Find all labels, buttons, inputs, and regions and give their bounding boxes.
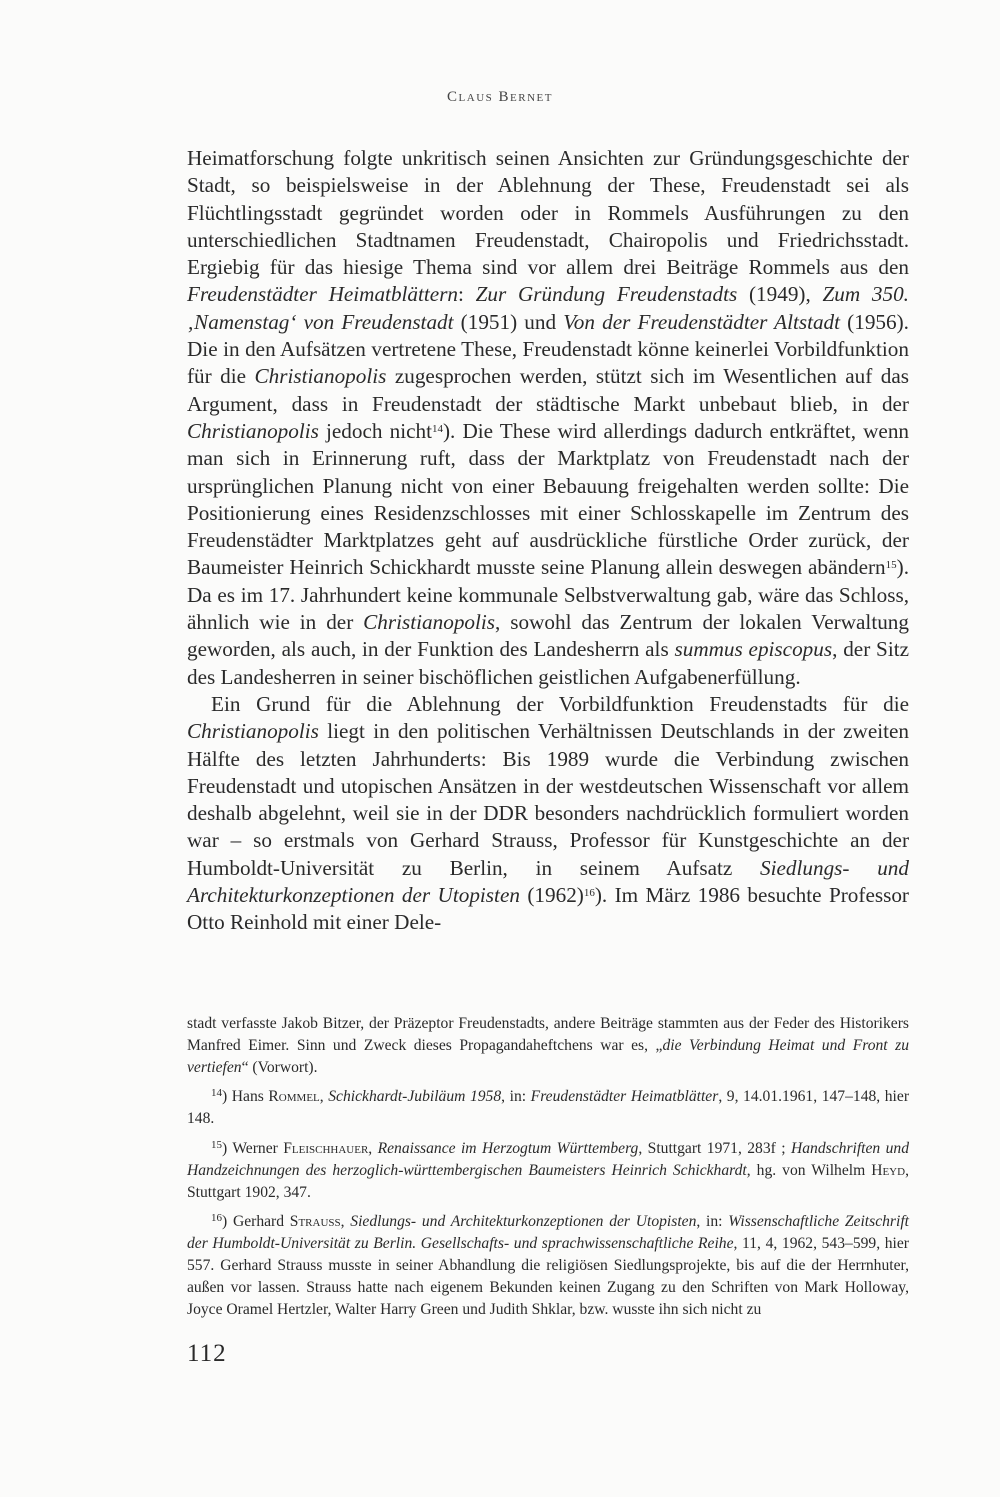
footnote-14 — [187, 1083, 909, 1130]
page-number: 112 — [187, 1340, 227, 1367]
text-run: , hg. von Wilhelm — [746, 1161, 872, 1179]
text-run: (1949), — [737, 282, 823, 307]
italic-title: Handschriften und Handzeichnungen des herzoglich-württembergischen Baumeisters Heinrich Schickhardt — [187, 1139, 910, 1179]
italic-title: Wissenschaftliche Zeitschrift der Humboldt-Universität zu Berlin. Gesellschafts- und sprachwissenschaftliche Reihe — [187, 1213, 909, 1253]
text-run: , — [340, 1213, 351, 1231]
text-run: , — [319, 1088, 329, 1106]
text-run: ) Gerhard — [222, 1213, 290, 1231]
text-run: zugesprochen werden, stützt sich im Wesentlichen auf das Argument, dass in Freudenstadt der städtische Markt unbebaut blieb, in der — [187, 364, 910, 416]
text-run: ). Im März 1986 besuchte Professor Otto Reinhold mit einer Dele- — [187, 883, 909, 935]
text-run: ) Werner — [222, 1139, 284, 1157]
text-run: “ (Vorwort). — [241, 1058, 318, 1076]
running-head: Claus Bernet — [447, 89, 553, 105]
footnote-number: 15 — [211, 1138, 222, 1151]
italic-term: Christianopolis — [187, 719, 319, 744]
footnote-ref: 14 — [431, 422, 443, 435]
italic-quote: die Verbindung Heimat und Front zu vertiefen — [187, 1036, 910, 1076]
text-run: , in: — [501, 1088, 531, 1106]
italic-title: Zur Gründung Freudenstadts — [475, 282, 738, 307]
footnote-number: 14 — [211, 1087, 222, 1100]
author-name: Fleischhauer — [283, 1139, 369, 1157]
text-run: : — [458, 282, 476, 307]
text-run: jedoch nicht — [318, 418, 432, 443]
text-run: , — [368, 1139, 378, 1157]
italic-term: Christianopolis — [363, 610, 496, 635]
text-run: Heimatforschung folgte unkritisch seinen Ansichten zur Gründungsgeschichte der Stadt, so beispielsweise in der Ablehnung der These, Freudenstadt sei als Flüchtlingsstadt gegründet worden oder in Rommels Ausführungen zu den unterschiedlichen Stadtnamen Freudenstadt, Chairopolis und Friedrichsstadt. Ergiebig für das hiesige Thema sind vor allem drei Beiträge Rommels aus den — [187, 146, 909, 280]
italic-title: Zum 350. ‚Namenstag‘ von Freudenstadt — [187, 282, 909, 334]
text-run: (1962) — [519, 883, 584, 908]
italic-title: Freudenstädter Heimatblättern — [187, 282, 459, 307]
italic-title: Von der Freudenstädter Altstadt — [563, 309, 841, 334]
text-run: , der Sitz des Landesherren in seiner bischöflichen geistlichen Aufgabenerfüllung. — [187, 637, 910, 689]
italic-term: Christianopolis — [254, 364, 387, 389]
footnote-ref: 15 — [885, 559, 897, 572]
text-run: , Stuttgart 1902, 347. — [187, 1161, 909, 1201]
italic-title: Freudenstädter Heimatblätter — [530, 1088, 719, 1106]
author-name: Rommel — [268, 1088, 320, 1106]
footnote-continuation — [187, 1013, 909, 1078]
italic-title: Siedlungs- und Architekturkonzeptionen der Utopisten — [350, 1213, 697, 1231]
text-run: , 11, 4, 1962, 543–599, hier 557. Gerhard Strauss musste in seiner Abhandlung die religiösen Siedlungsprojekte, bis auf die der Herrnhuter, außen vor lassen. Strauss hatte nach eigenem Bekunden keinen Zugang zu den Schriften von Mark Holloway, Joyce Oramel Hertzler, Walter Harry Green und Judith Shklar, bzw. wusste ihn sich nicht zu — [187, 1235, 909, 1318]
italic-title: Schickhardt-Jubiläum 1958 — [328, 1088, 502, 1106]
text-run: , in: — [696, 1213, 729, 1231]
text-run: (1951) und — [453, 309, 564, 334]
text-run: , sowohl das Zentrum der lokalen Verwaltung geworden, als auch, in der Funktion des Landesherrn als — [187, 610, 909, 662]
text-run: , 9, 14.01.1961, 147–148, hier 148. — [187, 1088, 910, 1128]
main-text — [187, 145, 909, 937]
text-run: ) Hans — [222, 1088, 269, 1106]
footnote-16 — [187, 1208, 909, 1320]
footnotes — [187, 1013, 909, 1325]
text-run: Ein Grund für die Ablehnung der Vorbildfunktion Freudenstadts für die — [211, 691, 909, 716]
text-run: ). Die These wird allerdings dadurch entkräftet, wenn man sich in Erinnerung ruft, dass der Marktplatz von Freudenstadt nach der ursprünglichen Planung nicht von einer Bebauung freigehalten werden sollte: Die Positionierung eines Residenzschlosses mit einer Schlosskapelle im Zentrum des Freudenstädter Marktplatzes geht auf ausdrückliche fürstliche Order zurück, der Baumeister Heinrich Schickhardt musste seine Planung allein deswegen abändern — [187, 418, 910, 580]
footnote-ref: 16 — [583, 887, 595, 900]
footnote-number: 16 — [211, 1212, 222, 1225]
italic-title: Siedlungs- und Architekturkonzeptionen der Utopisten — [187, 855, 909, 908]
author-name: Heyd — [871, 1161, 906, 1179]
paragraph-1 — [187, 145, 909, 691]
paragraph-2 — [187, 691, 909, 937]
italic-title: Renaissance im Herzogtum Württemberg — [377, 1139, 639, 1157]
text-run: , Stuttgart 1971, 283f ; — [638, 1139, 791, 1157]
italic-term: Christianopolis — [187, 418, 319, 443]
text-run: (1956). Die in den Aufsätzen vertretene These, Freudenstadt könne keinerlei Vorbildfunktion für die — [187, 309, 909, 389]
text-run: stadt verfasste Jakob Bitzer, der Präzeptor Freudenstadts, andere Beiträge stammten aus der Feder des Historikers Manfred Eimer. Sinn und Zweck dieses Propagandaheftchens war es, „ — [187, 1015, 909, 1054]
author-name: Strauss — [289, 1213, 341, 1231]
text-run: liegt in den politischen Verhältnissen Deutschlands in der zweiten Hälfte des letzten Jahrhunderts: Bis 1989 wurde die Verbindung zwischen Freudenstadt und utopischen Ansätzen in der westdeutschen Wissenschaft vor allem deshalb abgelehnt, weil sie in der DDR besonders nachdrücklich formuliert worden war – so erstmals von Gerhard Strauss, Professor für Kunstgeschichte an der Humboldt-Universität zu Berlin, in seinem Aufsatz — [187, 719, 909, 880]
italic-term: summus episcopus — [674, 637, 833, 662]
text-run: ). Da es im 17. Jahrhundert keine kommunale Selbstverwaltung gab, wäre das Schloss, ähnlich wie in der — [187, 555, 909, 635]
footnote-15 — [187, 1135, 909, 1203]
